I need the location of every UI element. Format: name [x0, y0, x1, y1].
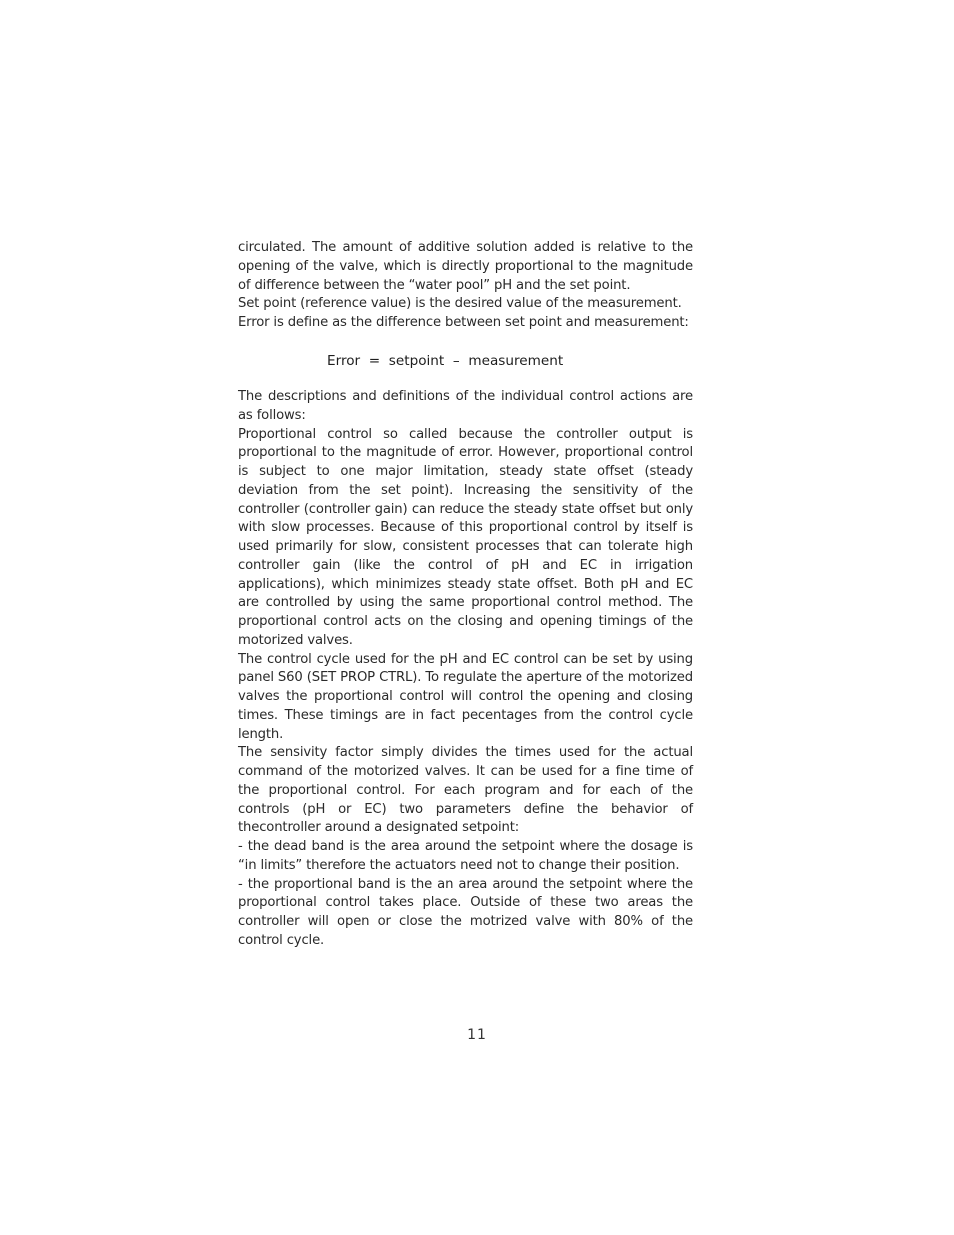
paragraph: Set point (reference value) is the desired value of the measurement.: [238, 296, 682, 312]
paragraph: Error is define as the difference between set point and measurement:: [238, 315, 689, 330]
paragraph: - the proportional band is the an area around the setpoint where the proportional control takes place. Outside of these two areas the controller will open or close the motrized valve with 80% of the control cycle.: [238, 876, 693, 948]
paragraph: The sensivity factor simply divides the times used for the actual command of the motorized valves. It can be used for a fine time of the proportional control. For each program and for each of the controls (pH or EC) two parameters define the behavior of thecontroller around a designated setpoint:: [238, 745, 693, 836]
paragraph: circulated. The amount of additive solution added is relative to the opening of the valve, which is directly proportional to the magnitude of difference between the “water pool” pH and the set point.: [238, 240, 693, 293]
body-text: [238, 388, 693, 951]
paragraph: - the dead band is the area around the setpoint where the dosage is “in limits” therefore the actuators need not to change their position.: [238, 839, 693, 873]
paragraph: The descriptions and definitions of the individual control actions are as follows:: [238, 389, 693, 423]
intro-text: [238, 239, 693, 333]
page-number: 11: [467, 1027, 487, 1043]
paragraph: Proportional control so called because the controller output is proportional to the magnitude of error. However, proportional control is subject to one major limitation, steady state offset (steady deviation from the set point). Increasing the sensitivity of the controller (controller gain) can reduce the steady state offset but only with slow processes. Because of this proportional control by itself is used primarily for slow, consistent processes that can tolerate high controller gain (like the control of pH and EC in irrigation applications), which minimizes steady state offset. Both pH and EC are controlled by using the same proportional control method. The proportional control acts on the closing and opening timings of the motorized valves.: [238, 426, 693, 648]
error-formula: Error = setpoint – measurement: [327, 353, 564, 369]
paragraph: The control cycle used for the pH and EC control can be set by using panel S60 (SET PROP CTRL). To regulate the aperture of the motorized valves the proportional control will control the opening and closing times. These timings are in fact pecentages from the control cycle length.: [238, 651, 693, 742]
